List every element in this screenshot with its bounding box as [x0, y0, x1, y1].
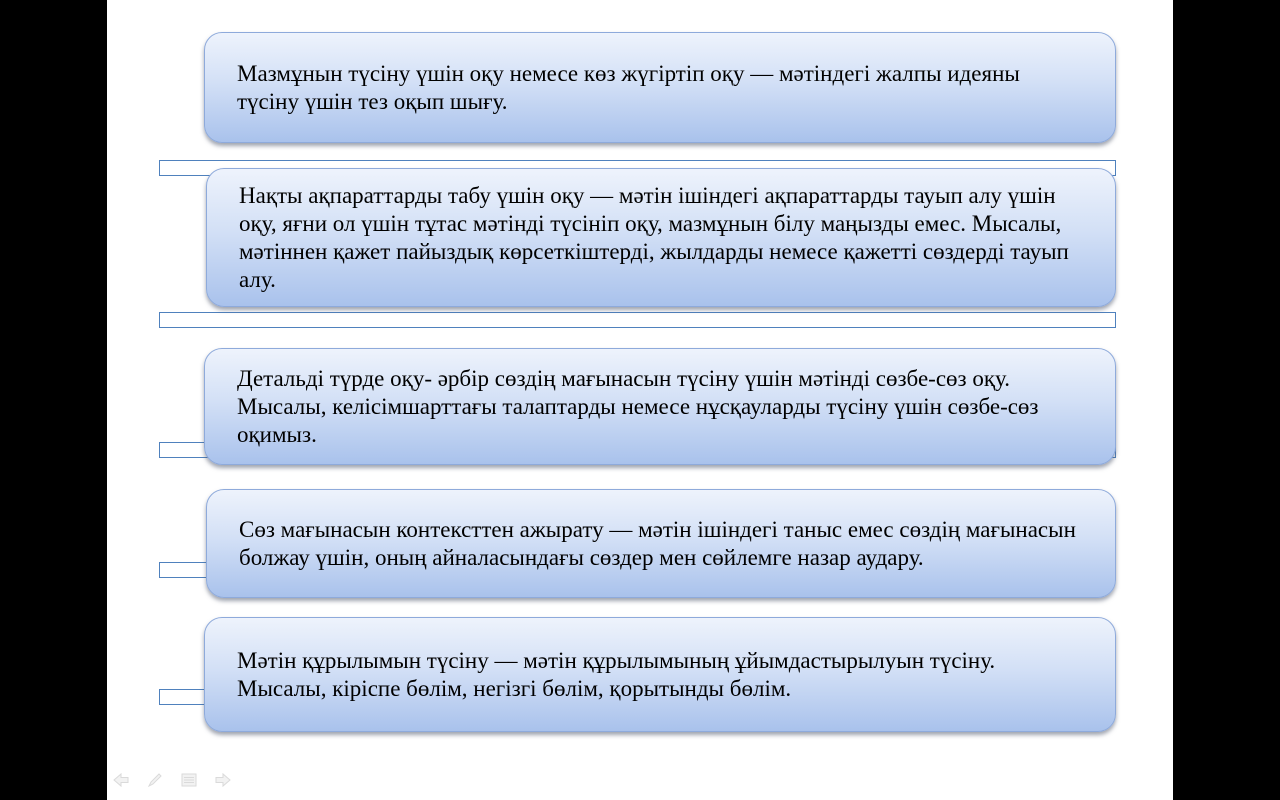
reading-type-box-skimming [204, 32, 1116, 143]
box-text: Мәтін құрылымын түсіну — мәтін құрылымының ұйымдастырылуын түсіну. Мысалы, кіріспе бөлім, негізгі бөлім, қорытынды бөлім. [237, 647, 996, 701]
box-text: Сөз мағынасын контексттен ажырату — мәтін ішіндегі таныс емес сөздің мағынасын болжау үшін, оның айналасындағы сөздер мен сөйлемге назар аудару. [239, 516, 1076, 570]
pen-icon[interactable] [146, 771, 164, 789]
reading-type-box-detailed [204, 348, 1116, 465]
reading-type-box-scanning [206, 168, 1116, 307]
reading-type-box-context [206, 489, 1116, 598]
box-text: Детальді түрде оқу- әрбір сөздің мағынасын түсіну үшін мәтінді сөзбе-сөз оқу. Мысалы, келісімшарттағы талаптарды немесе нұсқауларды түсіну үшін сөзбе-сөз оқимыз. [237, 365, 1039, 447]
connector-bar [159, 312, 1116, 328]
box-text: Мазмұнын түсіну үшін оқу немесе көз жүгіртіп оқу — мәтіндегі жалпы идеяны түсіну үшін тез оқып шығу. [237, 60, 1020, 114]
slide [107, 0, 1173, 800]
box-text: Нақты ақпараттарды табу үшін оқу — мәтін ішіндегі ақпараттарды тауып алу үшін оқу, яғни ол үшін тұтас мәтінді түсініп оқу, мазмұнын білу маңызды емес. Мысалы, мәтіннен қажет пайыздық көрсеткіштерді, жылдарды немесе қажетті сөздерді тауып алу. [239, 182, 1069, 292]
menu-icon[interactable] [180, 771, 198, 789]
arrow-right-icon[interactable] [214, 771, 232, 789]
reading-type-box-structure [204, 617, 1116, 732]
slideshow-nav [112, 770, 232, 790]
arrow-left-icon[interactable] [112, 771, 130, 789]
